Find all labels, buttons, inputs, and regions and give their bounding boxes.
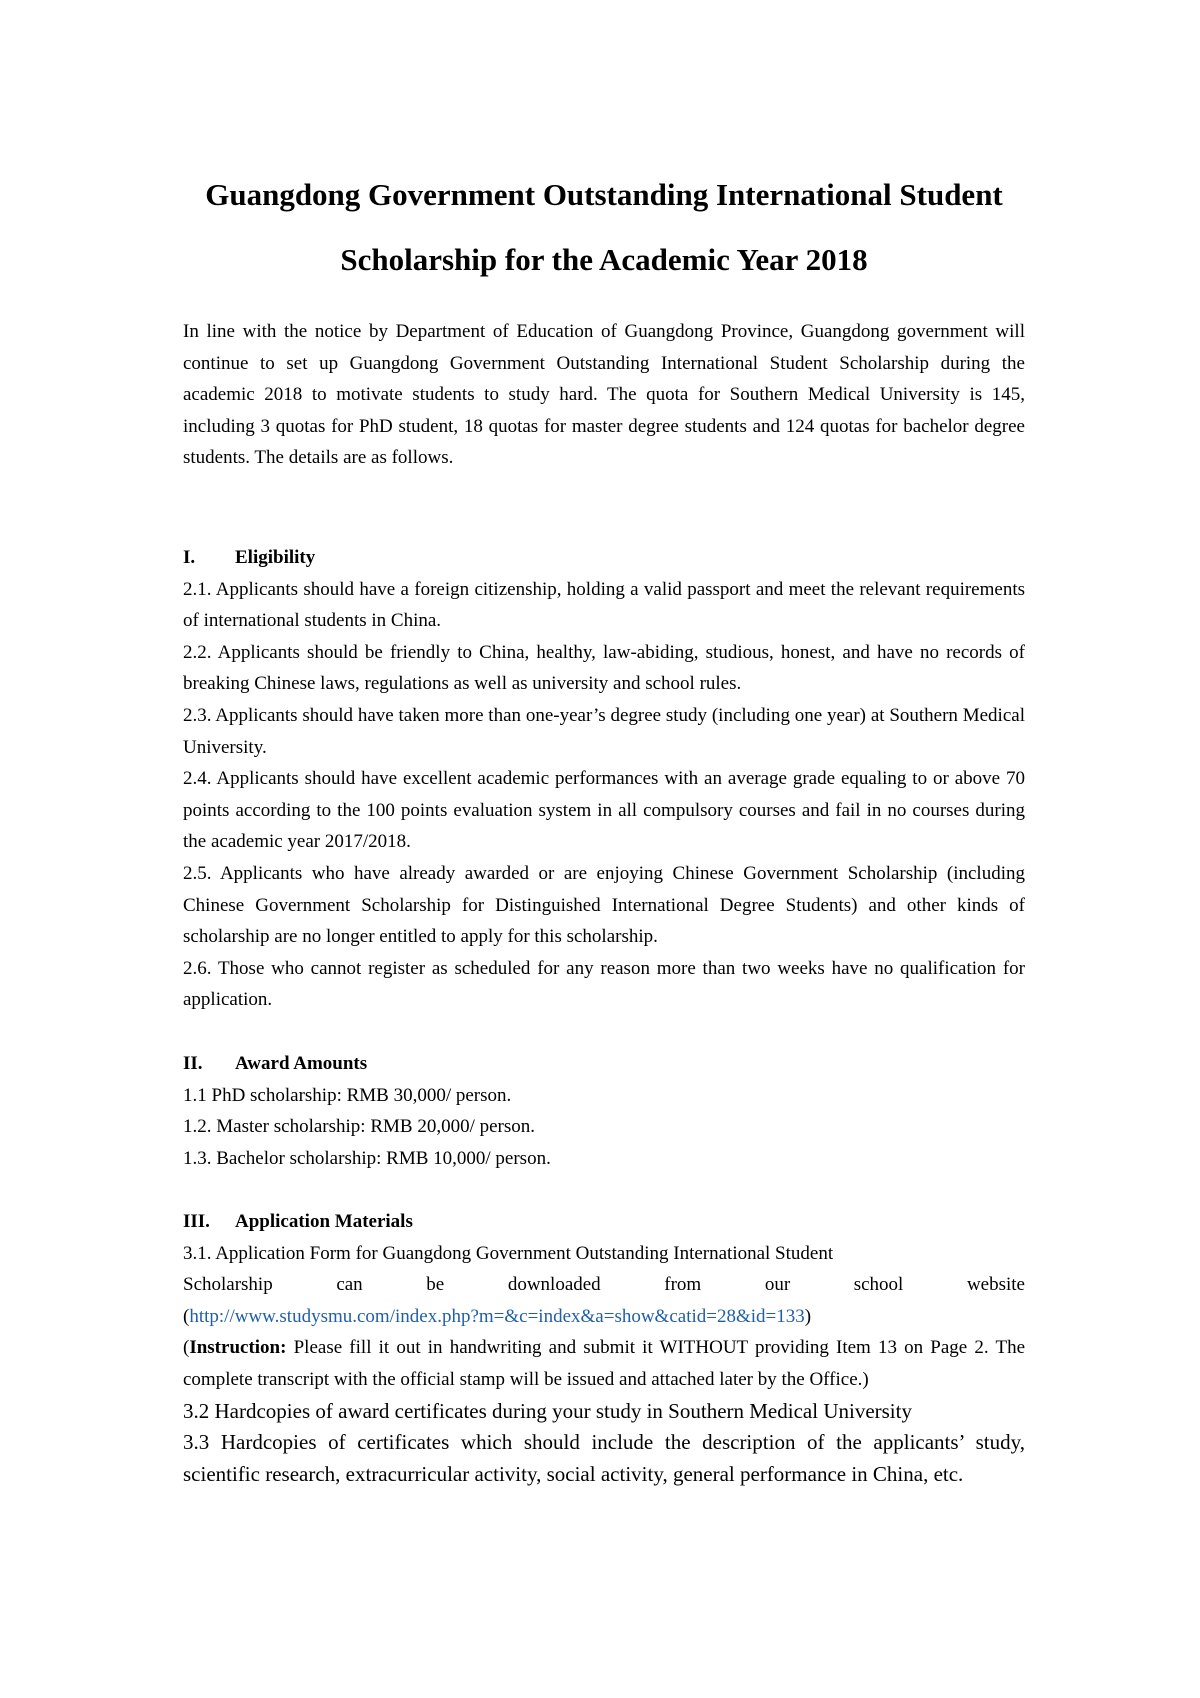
list-item: 3.1. Application Form for Guangdong Government Outstanding International Student — [183, 1242, 834, 1264]
word: can — [336, 1274, 363, 1296]
section-number: II. — [183, 1053, 203, 1074]
instruction-text: Please fill it out in handwriting and submit it WITHOUT providing Item 13 on Page 2. The complete transcript with the official stamp will be issued and attached later by the Office.) — [183, 1337, 1025, 1390]
list-item: 1.3. Bachelor scholarship: RMB 10,000/ person. — [183, 1147, 551, 1169]
list-item: 2.4. Applicants should have excellent academic performances with an average grade equaling to or above 70 points according to the 100 points evaluation system in all compulsory courses and fail in no courses during the academic year 2017/2018. — [183, 768, 1025, 853]
website-line — [183, 1301, 1025, 1333]
section-award-amounts — [183, 1048, 1025, 1174]
paren-close: ) — [804, 1305, 812, 1327]
section-heading — [183, 1206, 1025, 1238]
list-item-continuation — [183, 1269, 1025, 1301]
instruction-paren: ( — [183, 1337, 190, 1359]
section-application-materials — [183, 1206, 1025, 1490]
word: from — [664, 1274, 702, 1296]
section-title: Award Amounts — [235, 1053, 368, 1074]
instruction-paragraph — [183, 1332, 1025, 1395]
section-eligibility — [183, 542, 1025, 1016]
section-heading — [183, 1048, 1025, 1080]
word: school — [853, 1274, 904, 1296]
list-item: 2.1. Applicants should have a foreign citizenship, holding a valid passport and meet the relevant requirements of international students in China. — [183, 578, 1025, 632]
page-title-line-2: Scholarship for the Academic Year 2018 — [340, 242, 868, 277]
instruction-label: Instruction: — [189, 1337, 287, 1359]
word: website — [966, 1274, 1025, 1296]
list-item: 1.1 PhD scholarship: RMB 30,000/ person. — [183, 1084, 512, 1106]
word: our — [764, 1274, 791, 1296]
section-title: Application Materials — [235, 1211, 413, 1232]
list-item: 2.5. Applicants who have already awarded or are enjoying Chinese Government Scholarship (including Chinese Government Scholarship for Distinguished International Degree Students) and other kinds of scholarship are no longer entitled to apply for this scholarship. — [183, 862, 1025, 948]
section-number: III. — [183, 1211, 210, 1232]
word: be — [426, 1274, 445, 1296]
page-title-line-1: Guangdong Government Outstanding International Student — [205, 177, 1003, 212]
list-item: 3.2 Hardcopies of award certificates during your study in Southern Medical University — [183, 1398, 912, 1423]
word: downloaded — [507, 1274, 601, 1296]
section-heading — [183, 542, 1025, 574]
list-item: 2.6. Those who cannot register as scheduled for any reason more than two weeks have no qualification for application. — [183, 957, 1025, 1011]
list-item: 3.3 Hardcopies of certificates which should include the description of the applicants’ study, scientific research, extracurricular activity, social activity, general performance in China, etc. — [183, 1430, 1025, 1486]
paren-open: ( — [183, 1305, 190, 1327]
website-link[interactable]: http://www.studysmu.com/index.php?m=&c=index&a=show&catid=28&id=133 — [189, 1305, 805, 1327]
list-item: 1.2. Master scholarship: RMB 20,000/ person. — [183, 1116, 536, 1138]
word: Scholarship — [183, 1274, 273, 1296]
list-item: 2.2. Applicants should be friendly to China, healthy, law-abiding, studious, honest, and have no records of breaking Chinese laws, regulations as well as university and school rules. — [183, 641, 1025, 695]
section-number: I. — [183, 547, 196, 568]
list-item: 2.3. Applicants should have taken more than one-year’s degree study (including one year) at Southern Medical University. — [183, 704, 1025, 758]
intro-paragraph: In line with the notice by Department of Education of Guangdong Province, Guangdong government will continue to set up Guangdong Government Outstanding International Student Scholarship during the academic 2018 to motivate students to study hard. The quota for Southern Medical University is 145, including 3 quotas for PhD student, 18 quotas for master degree students and 124 quotas for bachelor degree students. The details are as follows. — [183, 321, 1025, 469]
section-title: Eligibility — [235, 547, 316, 568]
